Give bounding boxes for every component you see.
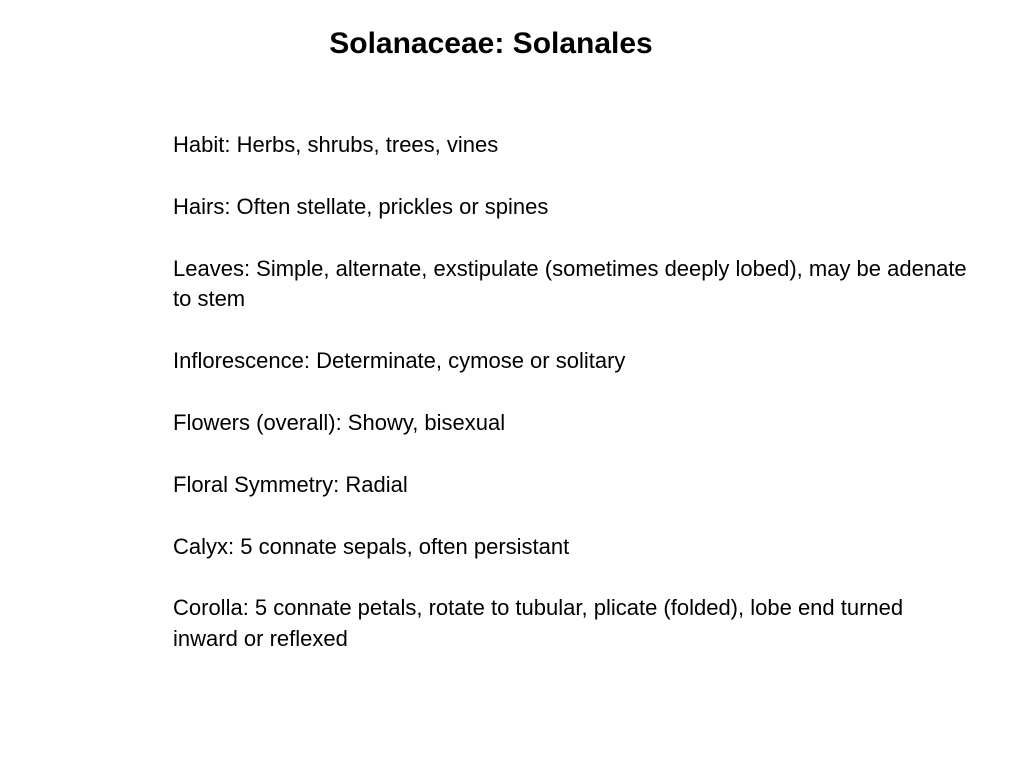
- trait-corolla: Corolla: 5 connate petals, rotate to tubular, plicate (folded), lobe end turned inward or reflexed: [173, 595, 904, 652]
- trait-leaves: Leaves: Simple, alternate, exstipulate (sometimes deeply lobed), may be adenate to stem: [173, 255, 967, 312]
- trait-list: [173, 130, 973, 655]
- trait-inflorescence: Inflorescence: Determinate, cymose or solitary: [173, 348, 626, 374]
- trait-flowers: Flowers (overall): Showy, bisexual: [173, 409, 506, 435]
- trait-hairs: Hairs: Often stellate, prickles or spines: [173, 193, 549, 219]
- slide-title: Solanaceae: Solanales: [329, 27, 653, 60]
- trait-calyx: Calyx: 5 connate sepals, often persistant: [173, 533, 570, 559]
- trait-habit: Habit: Herbs, shrubs, trees, vines: [173, 132, 499, 157]
- trait-floral-symmetry: Floral Symmetry: Radial: [173, 471, 408, 497]
